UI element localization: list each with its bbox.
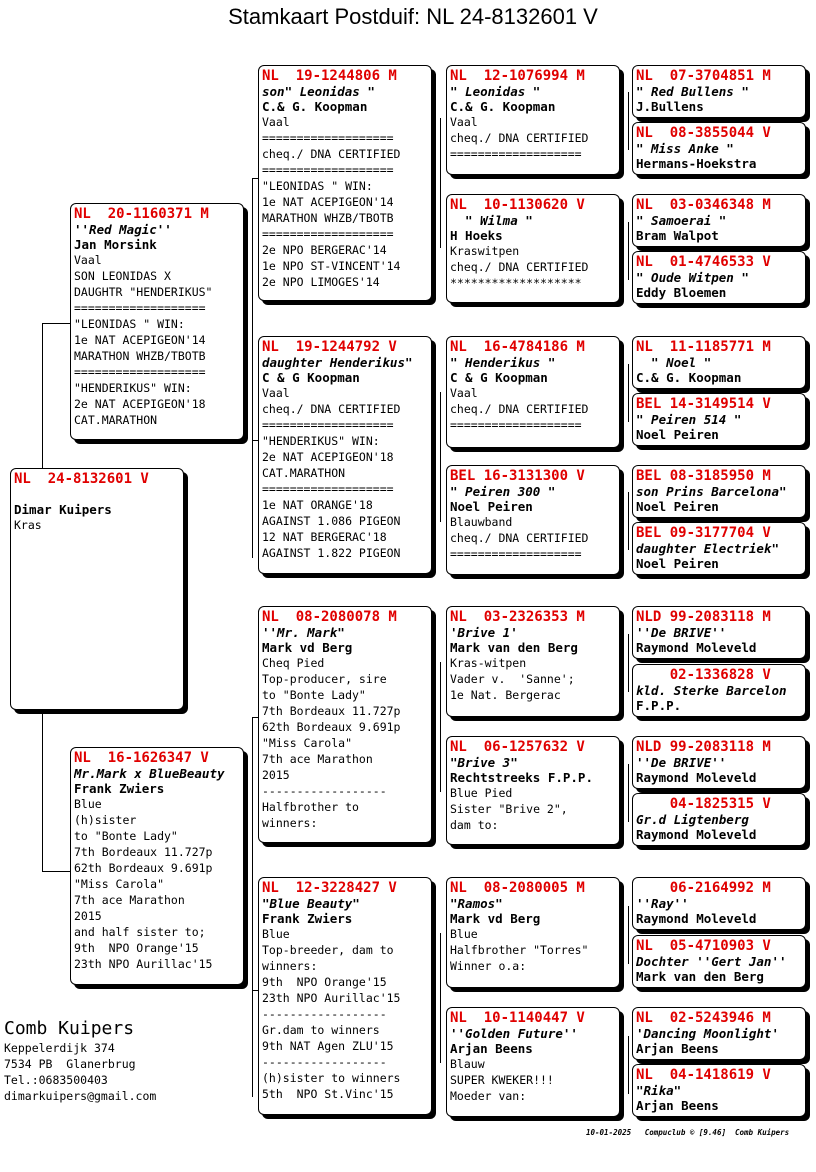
owner-name: Raymond Moleveld — [636, 911, 757, 926]
ring-number: NL 12-3228427 V — [262, 880, 397, 896]
detail-line: Halfbrother "Torres" — [450, 943, 589, 957]
detail-line: =================== — [450, 418, 582, 432]
owner-name: C & G Koopman — [450, 370, 548, 385]
detail-line: =================== — [450, 547, 582, 561]
detail-line: 62th Bordeaux 9.691p — [74, 861, 213, 875]
grandparent-card[interactable] — [258, 877, 432, 1115]
owner-name: H Hoeks — [450, 228, 503, 243]
pigeon-name: daughter Henderikus" — [262, 355, 413, 370]
owner-name: Hermans-Hoekstra — [636, 156, 757, 171]
connector — [440, 933, 441, 1063]
detail-line: "LEONIDAS " WIN: — [74, 317, 185, 331]
owner-name: Dimar Kuipers — [14, 502, 112, 517]
great-grandparent-card[interactable] — [446, 465, 620, 575]
pigeon-name: "Blue Beauty" — [262, 896, 360, 911]
ring-number: NL 03-2326353 M — [450, 609, 585, 625]
connector — [440, 662, 441, 792]
detail-line: CAT.MARATHON — [262, 466, 346, 480]
detail-line: 12 NAT BERGERAC'18 — [262, 530, 387, 544]
ring-number: NL 10-1140447 V — [450, 1010, 585, 1026]
owner-name: C.& G. Koopman — [262, 99, 368, 114]
pigeon-name: ''De BRIVE'' — [636, 625, 727, 640]
ring-number: BEL 14-3149514 V — [636, 396, 771, 412]
detail-line: 9th NPO Orange'15 — [262, 975, 387, 989]
ring-number: NL 19-1244792 V — [262, 339, 397, 355]
detail-line: "Miss Carola" — [262, 736, 353, 750]
owner-name: Mark vd Berg — [450, 911, 541, 926]
detail-line: MARATHON WHZB/TBOTB — [262, 211, 394, 225]
ancestor-card[interactable] — [632, 194, 806, 247]
owner-company: Comb Kuipers — [4, 1018, 135, 1039]
detail-line: cheq./ DNA CERTIFIED — [450, 402, 589, 416]
ring-number: NL 10-1130620 V — [450, 197, 585, 213]
ring-number: NL 04-1418619 V — [636, 1067, 771, 1083]
owner-name: Raymond Moleveld — [636, 827, 757, 842]
pigeon-name: " Miss Anke " — [636, 141, 734, 156]
phone-line: Tel.:0683500403 — [4, 1073, 108, 1087]
detail-line: ******************* — [450, 276, 582, 290]
pigeon-name: ''De BRIVE'' — [636, 755, 727, 770]
email-link[interactable]: dimarkuipers@gmail.com — [4, 1089, 157, 1103]
detail-line: Cheq Pied — [262, 656, 325, 670]
pigeon-name: "Brive 3" — [450, 755, 518, 770]
subject-card[interactable] — [10, 468, 184, 710]
detail-line: 7th ace Marathon — [74, 893, 185, 907]
detail-line: Kraswitpen — [450, 244, 520, 258]
detail-line: =================== — [262, 227, 394, 241]
owner-name: Rechtstreeks F.P.P. — [450, 770, 593, 785]
ring-number: NL 16-1626347 V — [74, 750, 209, 766]
ring-number: NL 05-4710903 V — [636, 938, 771, 954]
detail-line: dam to: — [450, 818, 499, 832]
pigeon-name — [14, 487, 180, 502]
detail-line: (h)sister — [74, 813, 137, 827]
detail-line: Halfbrother to — [262, 800, 359, 814]
connector — [628, 634, 629, 692]
pigeon-name: 'Dancing Moonlight' — [636, 1026, 779, 1041]
detail-line: 5th NPO St.Vinc'15 — [262, 1087, 394, 1101]
ring-number: NL 20-1160371 M — [74, 206, 209, 222]
detail-line: =================== — [74, 365, 206, 379]
detail-line: 1e Nat. Bergerac — [450, 688, 561, 702]
owner-name: Mark vd Berg — [262, 640, 353, 655]
pigeon-name: Dochter ''Gert Jan'' — [636, 954, 787, 969]
ring-number: 04-1825315 V — [636, 796, 771, 812]
detail-line: Blauw — [450, 1057, 485, 1071]
dam-card[interactable] — [70, 747, 244, 985]
detail-line: =================== — [262, 482, 394, 496]
detail-line: 1e NAT ORANGE'18 — [262, 498, 373, 512]
ring-number: NL 03-0346348 M — [636, 197, 771, 213]
owner-name: Noel Peiren — [450, 499, 533, 514]
pigeon-name: " Red Bullens " — [636, 84, 749, 99]
detail-line: Blue — [450, 927, 478, 941]
detail-line: Gr.dam to winners — [262, 1023, 380, 1037]
detail-line: (h)sister to winners — [262, 1071, 401, 1085]
pigeon-name: " Leonidas " — [450, 84, 541, 99]
detail-line: cheq./ DNA CERTIFIED — [262, 402, 401, 416]
connector — [628, 906, 629, 964]
pigeon-name: 'Brive 1' — [450, 625, 518, 640]
owner-name: J.Bullens — [636, 99, 704, 114]
detail-line: Winner o.a: — [450, 959, 527, 973]
ancestor-card[interactable] — [632, 336, 806, 389]
ring-number: NL 01-4746533 V — [636, 254, 771, 270]
owner-name: F.P.P. — [636, 698, 682, 713]
detail-line: AGAINST 1.822 PIGEON — [262, 546, 401, 560]
detail-line: Blauwband — [450, 515, 513, 529]
detail-line: SUPER KWEKER!!! — [450, 1073, 554, 1087]
owner-name: Mark van den Berg — [450, 640, 578, 655]
detail-line: Moeder van: — [450, 1089, 527, 1103]
ring-number: NL 12-1076994 M — [450, 68, 585, 84]
owner-name: C.& G. Koopman — [450, 99, 556, 114]
detail-line: ------------------ — [262, 1055, 387, 1069]
address-line: 7534 PB Glanerbrug — [4, 1057, 136, 1071]
ring-number: NL 07-3704851 M — [636, 68, 771, 84]
page-title: Stamkaart Postduif: NL 24-8132601 V — [228, 4, 598, 29]
detail-line: 23th NPO Aurillac'15 — [262, 991, 401, 1005]
pigeon-name: ''Mr. Mark" — [262, 625, 345, 640]
ancestor-card[interactable] — [632, 465, 806, 518]
detail-line: Blue — [74, 797, 102, 811]
detail-line: winners: — [262, 816, 318, 830]
detail-line: Top-producer, sire — [262, 672, 387, 686]
ring-number: NL 19-1244806 M — [262, 68, 397, 84]
owner-name: Frank Zwiers — [262, 911, 353, 926]
detail-line: Kras-witpen — [450, 656, 527, 670]
ancestor-card[interactable] — [632, 664, 806, 717]
detail-line: Sister "Brive 2", — [450, 802, 568, 816]
connector — [42, 871, 72, 872]
footer-credit: 10-01-2025 Compuclub © [9.46] Comb Kuipers — [586, 1128, 790, 1137]
connector — [628, 222, 629, 280]
detail-line: 2015 — [262, 768, 290, 782]
detail-line: "HENDERIKUS" WIN: — [74, 381, 192, 395]
owner-name: Noel Peiren — [636, 427, 719, 442]
ring-number: 02-1336828 V — [636, 667, 771, 683]
ancestor-card[interactable] — [632, 877, 806, 930]
owner-name: Raymond Moleveld — [636, 770, 757, 785]
detail-line: =================== — [74, 301, 206, 315]
owner-name: Raymond Moleveld — [636, 640, 757, 655]
detail-line: Kras — [14, 518, 42, 532]
detail-line: to "Bonte Lady" — [262, 688, 366, 702]
detail-line: ------------------ — [262, 784, 387, 798]
connector — [628, 764, 629, 822]
pigeon-name: ''Red Magic'' — [74, 222, 172, 237]
detail-line: 7th Bordeaux 11.727p — [74, 845, 213, 859]
great-grandparent-card[interactable] — [446, 194, 620, 303]
great-grandparent-card[interactable] — [446, 606, 620, 717]
connector — [628, 364, 629, 422]
detail-line: 2015 — [74, 909, 102, 923]
ring-number: NLD 99-2083118 M — [636, 739, 771, 755]
ancestor-card[interactable] — [632, 251, 806, 304]
connector — [42, 323, 43, 468]
detail-line: =================== — [262, 131, 394, 145]
pigeon-name: " Henderikus " — [450, 355, 556, 370]
ring-number: BEL 09-3177704 V — [636, 525, 771, 541]
ancestor-card[interactable] — [632, 1064, 806, 1117]
detail-line: =================== — [262, 163, 394, 177]
owner-name: Jan Morsink — [74, 237, 157, 252]
owner-address-block — [4, 1018, 156, 1104]
detail-line: AGAINST 1.086 PIGEON — [262, 514, 401, 528]
owner-name: Noel Peiren — [636, 556, 719, 571]
ancestor-card[interactable] — [632, 522, 806, 575]
ring-number: NL 08-3855044 V — [636, 125, 771, 141]
detail-line: =================== — [262, 418, 394, 432]
detail-line: "Miss Carola" — [74, 877, 165, 891]
pigeon-name: daughter Electriek" — [636, 541, 779, 556]
detail-line: Vaal — [262, 386, 290, 400]
grandparent-card[interactable] — [258, 606, 432, 843]
detail-line: cheq./ DNA CERTIFIED — [450, 260, 589, 274]
ring-number: NL 24-8132601 V — [14, 471, 149, 487]
detail-line: DAUGHTR "HENDERIKUS" — [74, 285, 213, 299]
pigeon-name: Gr.d Ligtenberg — [636, 812, 749, 827]
detail-line: Blue — [262, 927, 290, 941]
pigeon-name: " Wilma " — [450, 213, 533, 228]
ring-number: BEL 16-3131300 V — [450, 468, 585, 484]
pigeon-name: " Peiren 300 " — [450, 484, 556, 499]
detail-line: MARATHON WHZB/TBOTB — [74, 349, 206, 363]
great-grandparent-card[interactable] — [446, 65, 620, 175]
ring-number: NLD 99-2083118 M — [636, 609, 771, 625]
owner-name: Bram Walpot — [636, 228, 719, 243]
detail-line: 1e NPO ST-VINCENT'14 — [262, 259, 401, 273]
ring-number: NL 11-1185771 M — [636, 339, 771, 355]
pigeon-name: "Ramos" — [450, 896, 503, 911]
ring-number: 06-2164992 M — [636, 880, 771, 896]
detail-line: Vader v. 'Sanne'; — [450, 672, 575, 686]
ring-number: NL 08-2080078 M — [262, 609, 397, 625]
pigeon-name: " Noel " — [636, 355, 712, 370]
detail-line: 7th Bordeaux 11.727p — [262, 704, 401, 718]
detail-line: cheq./ DNA CERTIFIED — [450, 131, 589, 145]
detail-line: CAT.MARATHON — [74, 413, 158, 427]
connector — [628, 492, 629, 550]
owner-name: Arjan Beens — [450, 1041, 533, 1056]
ring-number: NL 16-4784186 M — [450, 339, 585, 355]
pigeon-name: son" Leonidas " — [262, 84, 375, 99]
ancestor-card[interactable] — [632, 65, 806, 118]
pigeon-name: " Samoerai " — [636, 213, 727, 228]
detail-line: ------------------ — [262, 1007, 387, 1021]
detail-line: Vaal — [450, 115, 478, 129]
owner-name: Noel Peiren — [636, 499, 719, 514]
ancestor-card[interactable] — [632, 793, 806, 846]
ancestor-card[interactable] — [632, 1007, 806, 1060]
connector — [440, 392, 441, 522]
detail-line: to "Bonte Lady" — [74, 829, 178, 843]
connector — [252, 717, 253, 1097]
owner-name: C & G Koopman — [262, 370, 360, 385]
pigeon-name: ''Ray'' — [636, 896, 689, 911]
grandparent-card[interactable] — [258, 65, 432, 301]
connector — [252, 178, 253, 558]
connector — [628, 1036, 629, 1094]
ring-number: NL 02-5243946 M — [636, 1010, 771, 1026]
great-grandparent-card[interactable] — [446, 736, 620, 845]
detail-line: Vaal — [262, 115, 290, 129]
ancestor-card[interactable] — [632, 606, 806, 659]
detail-line: 2e NAT ACEPIGEON'18 — [74, 397, 206, 411]
detail-line: SON LEONIDAS X — [74, 269, 171, 283]
detail-line: and half sister to; — [74, 925, 206, 939]
detail-line: Blue Pied — [450, 786, 513, 800]
owner-name: Arjan Beens — [636, 1041, 719, 1056]
owner-name: C.& G. Koopman — [636, 370, 742, 385]
owner-name: Eddy Bloemen — [636, 285, 727, 300]
ancestor-card[interactable] — [632, 393, 806, 446]
great-grandparent-card[interactable] — [446, 336, 620, 448]
pigeon-name: "Rika" — [636, 1083, 682, 1098]
detail-line: 1e NAT ACEPIGEON'14 — [74, 333, 206, 347]
pigeon-name: ''Golden Future'' — [450, 1026, 578, 1041]
detail-line: 1e NAT ACEPIGEON'14 — [262, 195, 394, 209]
grandparent-card[interactable] — [258, 336, 432, 574]
address-line: Keppelerdijk 374 — [4, 1041, 115, 1055]
detail-line: Vaal — [450, 386, 478, 400]
connector — [42, 323, 72, 324]
detail-line: 9th NPO Orange'15 — [74, 941, 199, 955]
pigeon-name: kld. Sterke Barcelon — [636, 683, 787, 698]
owner-name: Mark van den Berg — [636, 969, 764, 984]
owner-name: Arjan Beens — [636, 1098, 719, 1113]
ring-number: NL 08-2080005 M — [450, 880, 585, 896]
detail-line: 7th ace Marathon — [262, 752, 373, 766]
ancestor-card[interactable] — [632, 736, 806, 789]
pigeon-name: Mr.Mark x BlueBeauty — [74, 766, 225, 781]
detail-line: 23th NPO Aurillac'15 — [74, 957, 213, 971]
detail-line: cheq./ DNA CERTIFIED — [450, 531, 589, 545]
sire-card[interactable] — [70, 203, 244, 440]
great-grandparent-card[interactable] — [446, 877, 620, 988]
pigeon-name: " Oude Witpen " — [636, 270, 749, 285]
detail-line: 2e NAT ACEPIGEON'18 — [262, 450, 394, 464]
ancestor-card[interactable] — [632, 935, 806, 988]
connector — [42, 712, 43, 872]
detail-line: 62th Bordeaux 9.691p — [262, 720, 401, 734]
detail-line: Vaal — [74, 253, 102, 267]
ring-number: BEL 08-3185950 M — [636, 468, 771, 484]
ancestor-card[interactable] — [632, 122, 806, 175]
detail-line: 2e NPO LIMOGES'14 — [262, 275, 380, 289]
pigeon-name: " Peiren 514 " — [636, 412, 742, 427]
great-grandparent-card[interactable] — [446, 1007, 620, 1117]
detail-line: winners: — [262, 959, 318, 973]
connector — [628, 92, 629, 150]
detail-line: Top-breeder, dam to — [262, 943, 394, 957]
detail-line: =================== — [450, 147, 582, 161]
pigeon-name: son Prins Barcelona" — [636, 484, 787, 499]
detail-line: "HENDERIKUS" WIN: — [262, 434, 380, 448]
detail-line: cheq./ DNA CERTIFIED — [262, 147, 401, 161]
owner-name: Frank Zwiers — [74, 781, 165, 796]
connector — [440, 118, 441, 248]
detail-line: 9th NAT Agen ZLU'15 — [262, 1039, 394, 1053]
detail-line: "LEONIDAS " WIN: — [262, 179, 373, 193]
ring-number: NL 06-1257632 V — [450, 739, 585, 755]
detail-line: 2e NPO BERGERAC'14 — [262, 243, 387, 257]
